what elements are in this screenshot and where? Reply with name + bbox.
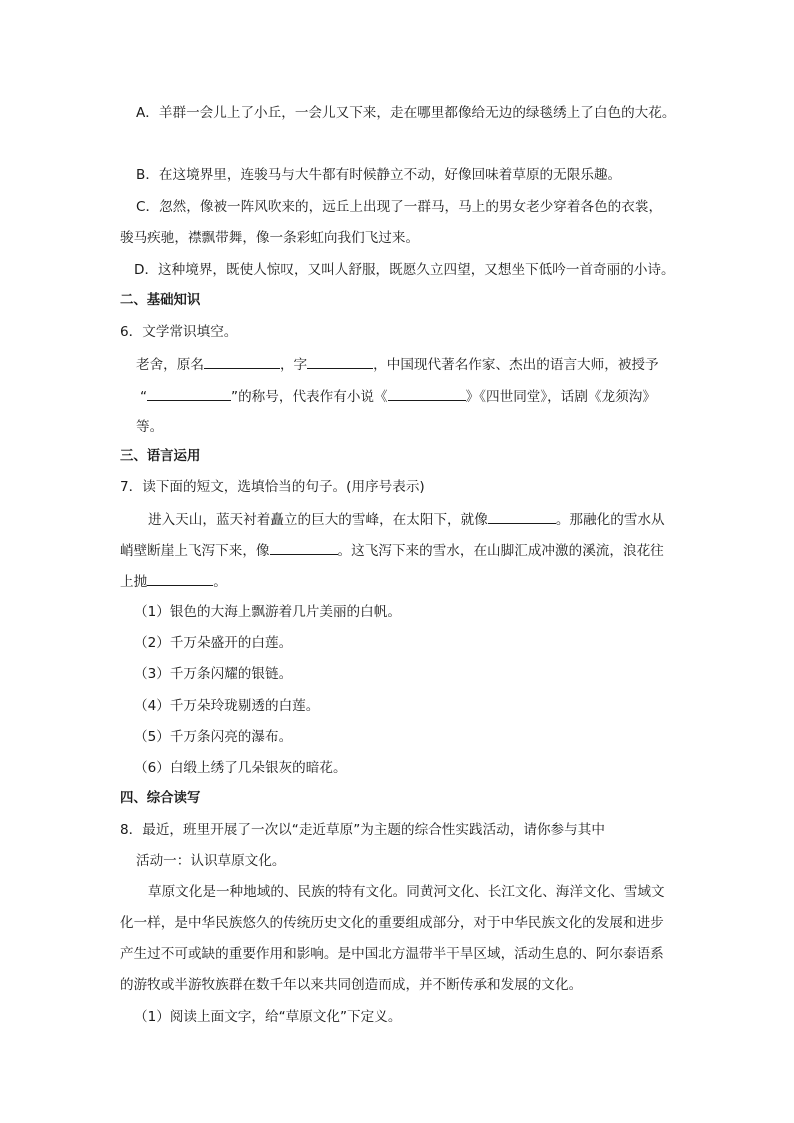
q5-option-a: A．羊群一会儿上了小丘，一会儿又下来，走在哪里都像给无边的绿毯绣上了白色的大花。 [136, 105, 676, 121]
q7-passage-line1 [148, 509, 665, 530]
blank-q7-1[interactable] [488, 509, 556, 524]
q5-option-b: B．在这境界里，连骏马与大牛都有时候静立不动，好像回味着草原的无限乐趣。 [136, 167, 622, 183]
q6-line1 [136, 354, 659, 375]
q8-activity1: 活动一：认识草原文化。 [136, 853, 286, 869]
q7-option: （1）银色的大海上飘游着几片美丽的白帆。 [134, 604, 401, 620]
q6-text: ”的称号，代表作有小说《 [231, 389, 388, 405]
q8-paragraph-line3: 产生过不可或缺的重要作用和影响。是中国北方温带半干旱区域，活动生息的、阿尔泰语系 [120, 946, 664, 962]
q6-text: “ [140, 389, 148, 405]
blank-novel-title[interactable] [388, 386, 466, 401]
q7-option: （6）白缎上绣了几朵银灰的暗花。 [134, 760, 347, 776]
blank-q7-2[interactable] [270, 540, 338, 555]
q8-paragraph-line2: 化一样，是中华民族悠久的传统历史文化的重要组成部分，对于中华民族文化的发展和进步 [120, 915, 664, 931]
q8-subquestion-1: （1）阅读上面文字，给“草原文化”下定义。 [134, 1009, 402, 1025]
q7-text: 。 [213, 574, 227, 590]
q7-passage-line3 [120, 571, 227, 592]
q6-line2 [140, 386, 656, 407]
q7-option: （4）千万朵玲珑剔透的白莲。 [134, 698, 320, 714]
q7-option: （3）千万条闪耀的银链。 [134, 666, 293, 682]
q5-option-c-line2: 骏马疾驰，襟飘带舞，像一条彩虹向我们飞过来。 [120, 230, 420, 246]
q6-text: ，中国现代著名作家、杰出的语言大师，被授予 [373, 357, 659, 373]
q6-text: 老舍，原名 [136, 357, 204, 373]
q7-text: 峭壁断崖上飞泻下来，像 [120, 543, 270, 559]
q6-text: 》《四世同堂》，话剧《龙须沟》 [465, 389, 656, 405]
q7-text: 进入天山，蓝天衬着矗立的巨大的雪峰，在太阳下，就像 [148, 512, 488, 528]
q7-option: （5）千万条闪亮的瀑布。 [134, 729, 293, 745]
q7-option: （2）千万朵盛开的白莲。 [134, 635, 293, 651]
section-heading-language-use: 三、语言运用 [120, 449, 201, 464]
q6-line3: 等。 [136, 419, 164, 435]
q7-text: 。这飞泻下来的雪水，在山脚汇成冲激的溪流，浪花往 [337, 543, 664, 559]
blank-honorary-title[interactable] [147, 386, 231, 401]
q8-stem: 8．最近，班里开展了一次以“走近草原”为主题的综合性实践活动，请你参与其中 [120, 822, 605, 838]
blank-q7-3[interactable] [147, 571, 213, 586]
blank-original-name[interactable] [204, 354, 280, 369]
section-heading-basics: 二、基础知识 [120, 293, 201, 308]
q8-paragraph-line1: 草原文化是一种地域的、民族的特有文化。同黄河文化、长江文化、海洋文化、雪域文 [148, 884, 665, 900]
q7-text: 上抛 [120, 574, 148, 590]
q5-option-c-line1: C．忽然，像被一阵风吹来的，远丘上出现了一群马，马上的男女老少穿着各色的衣裳， [136, 199, 663, 215]
q8-paragraph-line4: 的游牧或半游牧族群在数千年以来共同创造而成，并不断传承和发展的文化。 [120, 977, 583, 993]
q7-passage-line2 [120, 540, 664, 561]
blank-courtesy-name[interactable] [307, 354, 373, 369]
q6-text: ，字 [279, 357, 308, 373]
section-heading-integrated: 四、综合读写 [120, 791, 201, 806]
q6-stem: 6．文学常识填空。 [120, 324, 238, 340]
q7-text: 。那融化的雪水从 [555, 512, 665, 528]
q5-option-d: D．这种境界，既使人惊叹，又叫人舒服，既愿久立四望，又想坐下低吟一首奇丽的小诗。 [134, 262, 675, 278]
q7-stem: 7．读下面的短文，选填恰当的句子。(用序号表示) [120, 479, 425, 495]
